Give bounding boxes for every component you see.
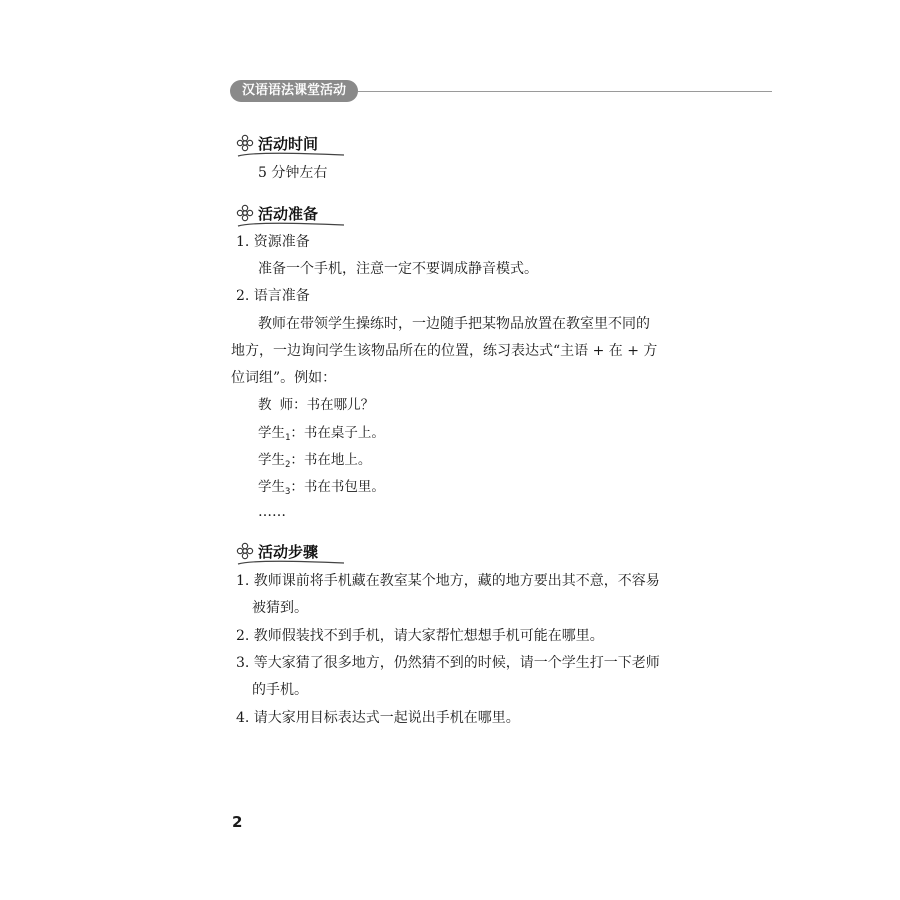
dialog-line-student1: 学生$_1$：书在桌子上。 [258,425,385,443]
page-number: 2 [232,813,243,831]
heading-underline [236,150,346,158]
heading-underline [236,558,346,566]
heading-underline [236,220,346,228]
prep-item2-line2: 地方，一边询问学生该物品所在的位置，练习表达式“主语 + 在 + 方 [231,343,658,359]
dialog-line-teacher: 教 师：书在哪儿？ [258,397,375,413]
section-title: 活动准备 [258,204,319,223]
prep-item2-line1: 教师在带领学生操练时，一边随手把某物品放置在教室里不同的 [258,316,650,332]
step-3-line1: 3. 等大家猜了很多地方，仍然猜不到的时候，请一个学生打一下老师 [236,655,660,671]
step-1-line2: 被猜到。 [252,600,308,616]
activity-time-text: 5 分钟左右 [258,165,328,181]
step-2: 2. 教师假装找不到手机，请大家帮忙想想手机可能在哪里。 [236,628,604,644]
dialog-line-student3: 学生$_3$：书在书包里。 [258,479,385,497]
step-1-line1: 1. 教师课前将手机藏在教室某个地方，藏的地方要出其不意，不容易 [236,573,660,589]
prep-item2-line3: 位词组”。例如： [231,370,337,386]
dialog-line-student2: 学生$_2$：书在地上。 [258,452,372,470]
prep-item1-label: 1. 资源准备 [236,234,310,250]
step-4: 4. 请大家用目标表达式一起说出手机在哪里。 [236,710,520,726]
section-heading-steps [236,538,318,564]
prep-item1-text: 准备一个手机，注意一定不要调成静音模式。 [258,261,538,277]
step-3-line2: 的手机。 [252,682,308,698]
section-title: 活动步骤 [258,542,319,561]
header-divider [358,91,772,92]
section-heading-time [236,130,318,156]
section-heading-prep [236,200,318,226]
section-title: 活动时间 [258,134,319,153]
prep-item2-label: 2. 语言准备 [236,288,310,304]
dialog-ellipsis: …… [258,504,286,520]
header-title: 汉语语法课堂活动 [230,80,358,102]
